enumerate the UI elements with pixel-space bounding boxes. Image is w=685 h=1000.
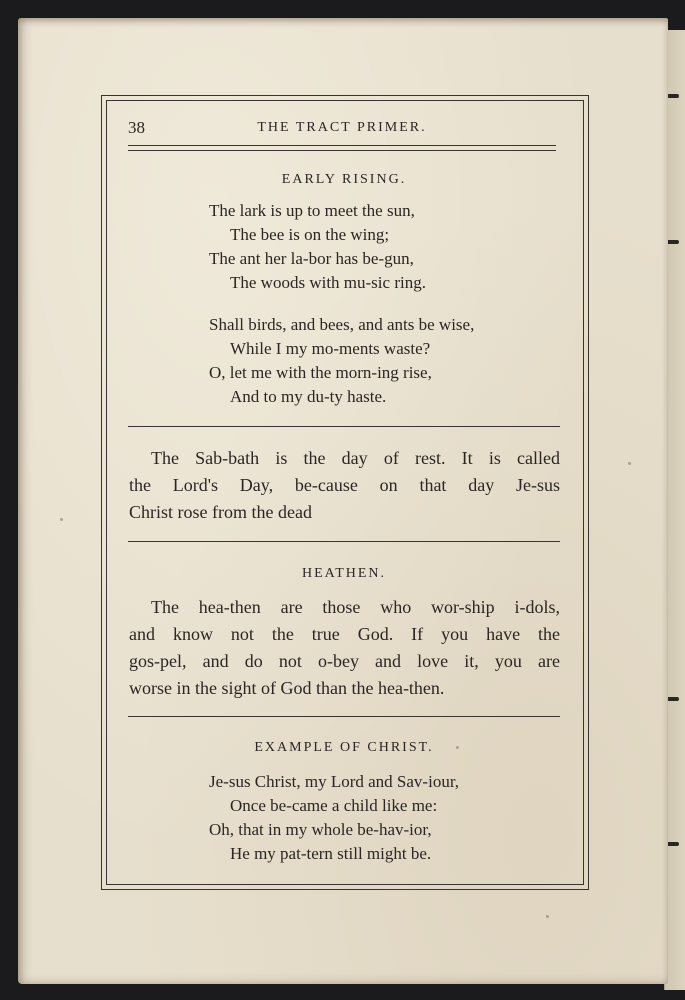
- verse-line: Once be-came a child like me:: [230, 796, 438, 815]
- paper-fleck: [628, 462, 631, 465]
- header-double-rule: [128, 145, 556, 151]
- paper-fleck: [546, 915, 549, 918]
- verse-line: Shall birds, and bees, and ants be wise,: [209, 315, 475, 334]
- poem-example-of-christ: [209, 770, 459, 866]
- prose-line: Christ rose from the dead: [129, 502, 312, 522]
- paragraph-sabbath: [129, 445, 560, 526]
- verse-line: Je-sus Christ, my Lord and Sav-iour,: [209, 772, 460, 791]
- section-title-heathen: HEATHEN.: [301, 566, 387, 581]
- prose-line: The hea-then are those who wor-ship i-dols,: [151, 597, 560, 617]
- verse-line: The lark is up to meet the sun,: [209, 201, 415, 220]
- verse-line: And to my du-ty haste.: [230, 387, 387, 406]
- running-head: THE TRACT PRIMER.: [257, 120, 427, 135]
- verse-line: While I my mo-ments waste?: [230, 339, 431, 358]
- verse-line: The ant her la-bor has be-gun,: [209, 249, 414, 268]
- prose-line: gos-pel, and do not o-bey and love it, you are: [129, 651, 560, 671]
- page-header: [128, 118, 556, 142]
- poem-stanza-2: [209, 313, 474, 409]
- prose-line: and know not the true God. If you have the: [129, 624, 560, 644]
- verse-line: He my pat-tern still might be.: [230, 844, 432, 863]
- verse-line: The woods with mu-sic ring.: [230, 273, 426, 292]
- section-divider: [128, 716, 560, 717]
- paper-fleck: [456, 746, 459, 749]
- prose-line: the Lord's Day, be-cause on that day Je-sus: [129, 475, 560, 495]
- poem-stanza-1: [209, 199, 426, 295]
- section-divider: [128, 426, 560, 427]
- section-title-example-of-christ: EXAMPLE OF CHRIST.: [254, 740, 434, 755]
- prose-line: worse in the sight of God than the hea-then.: [129, 678, 445, 698]
- paper-fleck: [60, 518, 63, 521]
- section-divider: [128, 541, 560, 542]
- section-title-early-rising: EARLY RISING.: [281, 172, 407, 187]
- page-number: 38: [128, 118, 145, 137]
- verse-line: O, let me with the morn-ing rise,: [209, 363, 432, 382]
- verse-line: Oh, that in my whole be-hav-ior,: [209, 820, 432, 839]
- verse-line: The bee is on the wing;: [230, 225, 390, 244]
- prose-line: The Sab-bath is the day of rest. It is called: [151, 448, 560, 468]
- paragraph-heathen: [129, 594, 560, 702]
